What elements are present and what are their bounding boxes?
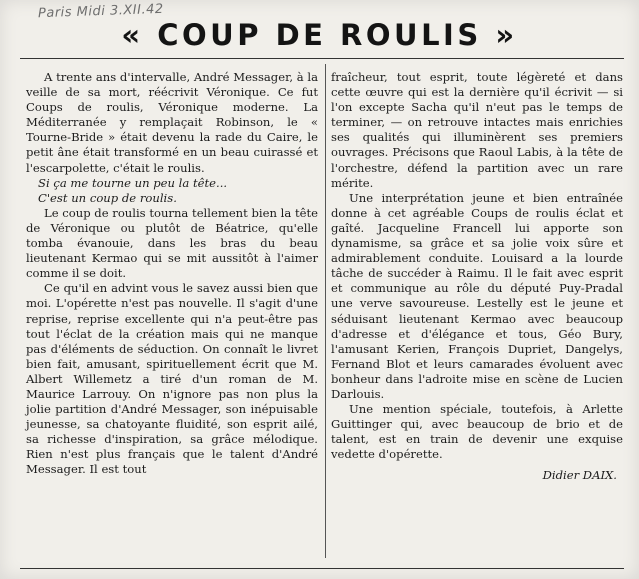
paragraph-continued: fraîcheur, tout esprit, toute légèreté et dans cette œuvre qui est la dernière qu'il écrivit — si l'on excepte Sacha qu'il n'eut pas le temps de terminer, — on retrouve intactes mais enrichies ses qualités qui illuminèrent ses premiers ouvrages. Précisons que Raoul Labis, à la tête de l'orchestre, défend la partition avec un rare mérite. bbox=[331, 70, 623, 190]
article-headline: « COUP DE ROULIS » bbox=[121, 18, 518, 52]
quote-line-1: Si ça me tourne un peu la tête... bbox=[38, 175, 228, 190]
right-column bbox=[331, 70, 623, 484]
paragraph-interpretation: Une interprétation jeune et bien entraînée donne à cet agréable Coups de roulis éclat et gaîté. Jacqueline Francell lui apporte son dynamisme, sa grâce et sa jolie voix sûre et admirablement conduite. Louisard a la lourde tâche de succéder à Raimu. Il le fait avec esprit et communique au rôle du député Puy-Pradal une verve savoureuse. Lestelly est le jeune et séduisant lieutenant Kermao avec beaucoup d'adresse et d'élégance et tous, Géo Bury, l'amusant Kerien, François Dupriet, Dangelys, Fernand Blot et leurs camarades évoluent avec bonheur dans l'adroite mise en scène de Lucien Darlouis. bbox=[331, 190, 623, 401]
headline-rule bbox=[20, 58, 624, 59]
quote-line-2: C'est un coup de roulis. bbox=[38, 190, 177, 205]
paragraph-intro: A trente ans d'intervalle, André Messager, à la veille de sa mort, réécrivit Véronique. Ce fut Coups de roulis, Véronique moderne. La Méditerranée y remplaçait Robinson, le « Tourne-Bride » était devenu la rade du Caire, le petit âne était transformé en un beau cuirassé et l'escarpolette, c'était le roulis. bbox=[26, 70, 318, 175]
author-signature: Didier DAIX. bbox=[542, 468, 617, 483]
left-column bbox=[26, 70, 318, 478]
paragraph-coup-de-roulis: Le coup de roulis tourna tellement bien la tête de Véronique ou plutôt de Béatrice, qu'elle tomba évanouie, dans les bras du beau lieutenant Kermao qui se mit aussitôt à l'aimer comme il se doit. bbox=[26, 205, 318, 281]
bottom-rule bbox=[20, 568, 624, 569]
paragraph-mention: Une mention spéciale, toutefois, à Arlette Guittinger qui, avec beaucoup de brio et de talent, est en train de devenir une exquise vedette d'opérette. bbox=[331, 402, 623, 462]
paragraph-reprise: Ce qu'il en advint vous le savez aussi bien que moi. L'opérette n'est pas nouvelle. Il s'agit d'une reprise, reprise excellente qui n'a peut-être pas tout l'éclat de la création mais qui ne manque pas d'éléments de séduction. On connaît le livret bien fait, amusant, spirituellement écrit que M. Albert Willemetz a tiré d'un roman de M. Maurice Larrouy. On n'ignore pas non plus la jolie partition d'André Messager, son inépuisable jeunesse, sa chatoyante fluidité, son esprit ailé, sa richesse d'inspiration, sa grâce mélodique. Rien n'est plus français que le talent d'André Messager. Il est tout bbox=[26, 281, 318, 477]
column-divider bbox=[325, 64, 326, 558]
handwritten-source-note: Paris Midi 3.XII.42 bbox=[37, 1, 164, 22]
